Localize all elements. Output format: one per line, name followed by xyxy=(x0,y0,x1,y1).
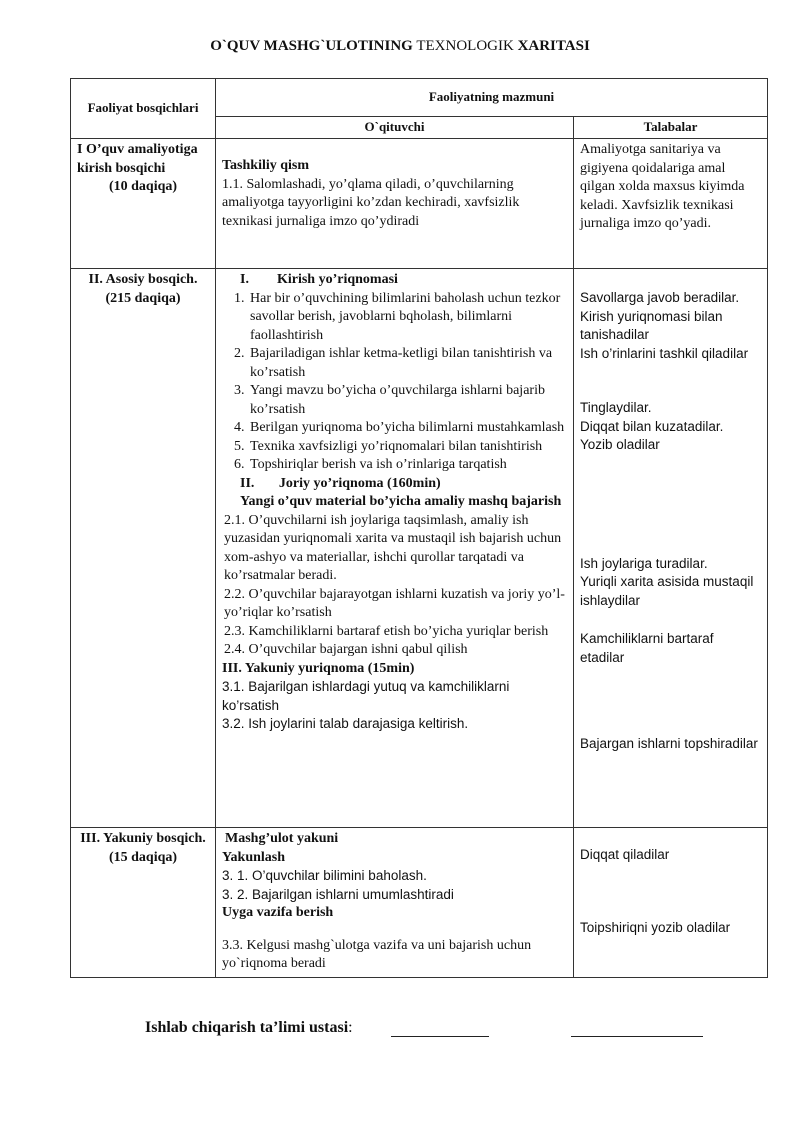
stage-2-name: II. Asosiy bosqich. xyxy=(88,272,198,287)
students-block-3: Tinglaydilar. xyxy=(580,400,652,415)
list-item: 3.1. Bajarilgan ishlardagi yutuq va kamchiliklarni ko’rsatish xyxy=(222,679,510,713)
stage-3-heading-2: Yakunlash xyxy=(222,849,286,865)
stage-3-cell xyxy=(71,828,216,978)
stage-1-students-text: Amaliyotga sanitariya va gigiyena qoidalariga amal qilgan xolda maxsus kiyimda keladi. Xavfsizlik texnikasi jurnaliga imzo qo’yadi. xyxy=(580,142,745,231)
stage-3-time: (15 daqiqa) xyxy=(108,849,178,865)
title-part-3: XARITASI xyxy=(517,38,590,54)
section-3-heading: III. Yakuniy yuriqnoma (15min) xyxy=(222,660,415,676)
stage-3-heading-3: Uyga vazifa berish xyxy=(222,905,334,920)
list-item: 2.2. O’quvchilar bajarayotgan ishlarni kuzatish va joriy yo’l-yo’riqlar ko’rsatish xyxy=(224,586,565,620)
section-2-heading: II. Joriy yo’riqnoma (160min) xyxy=(240,475,441,491)
list-item: 2.3. Kamchiliklarni bartaraf etish bo’yicha yuriqlar berish xyxy=(224,623,549,639)
section-3-list xyxy=(222,678,567,734)
stage-1-name: I O’quv amaliyotiga kirish bosqichi xyxy=(77,142,198,176)
header-content: Faoliyatning mazmuni xyxy=(216,79,768,117)
signature-line-1 xyxy=(391,1036,489,1037)
list-item: 1. Har bir o’quvchining bilimlarini baholash uchun tezkor savollar berish, javoblarni bqholash, bilimlarni faollashtirish xyxy=(248,290,567,346)
header-stages: Faoliyat bosqichlari xyxy=(71,79,216,139)
stage-1-teacher-text: 1.1. Salomlashadi, yo’qlama qiladi, o’quvchilarning amaliyotga tayyorligini ko’zdan kechiradi, xavfsizlik texnikasi jurnaliga imzo qo’ydiradi xyxy=(222,176,520,229)
signature-label-text: Ishlab chiqarish ta’limi ustasi xyxy=(145,1019,349,1036)
students-block-2: Ish o’rinlarini tashkil qiladilar xyxy=(580,345,749,361)
signature-colon: : xyxy=(348,1019,353,1036)
header-teacher: O`qituvchi xyxy=(216,117,574,139)
stage-3-teacher-cell xyxy=(216,828,574,978)
signature-line-2 xyxy=(571,1036,703,1037)
stage-1-students-cell xyxy=(574,139,768,269)
stage-3-students-block-1: Diqqat qiladilar xyxy=(580,847,670,862)
list-item: 2.4. O’quvchilar bajargan ishni qabul qilish xyxy=(224,642,468,657)
section-2-subheading: Yangi o’quv material bo’yicha amaliy mashq bajarish xyxy=(240,494,562,509)
list-item: 2.1. O’quvchilarni ish joylariga taqsimlash, amaliy ish yuzasidan yuriqnomali xarita va mustaqil ish bajarish uchun xom-ashyo va materiallar, ishchi qurollar tarqatadi va ko’rsatmalar beradi. xyxy=(224,512,562,583)
students-block-8: Kamchiliklarni bartaraf etadilar xyxy=(580,631,714,665)
stage-1-teacher-heading: Tashkiliy qism xyxy=(222,158,310,173)
stage-3-students-block-2: Toipshiriqni yozib oladilar xyxy=(580,919,731,935)
stage-2-teacher-cell xyxy=(216,269,574,828)
stage-2-time: (215 daqiqa) xyxy=(105,290,181,306)
header-students: Talabalar xyxy=(574,117,768,139)
list-item: 2. Bajariladigan ishlar ketma-ketligi bilan tanishtirish va ko’rsatish xyxy=(248,345,567,382)
technology-map-table xyxy=(70,78,768,978)
list-item: 5. Texnika xavfsizligi yo’riqnomalari bilan tanishtirish xyxy=(248,438,567,457)
students-block-7: Yuriqli xarita asisida mustaqil ishlaydilar xyxy=(580,574,754,608)
list-item: 3.2. Ish joylarini talab darajasiga keltirish. xyxy=(222,716,469,731)
students-block-5: Yozib oladilar xyxy=(580,437,660,452)
students-block-6: Ish joylariga turadilar. xyxy=(580,555,708,571)
stage-1-time: (10 daqiqa) xyxy=(108,179,178,194)
stage-1-teacher-cell xyxy=(216,139,574,269)
list-item: 3. Yangi mavzu bo’yicha o’quvchilarga ishlarni bajarib ko’rsatish xyxy=(248,382,567,419)
list-item: 4. Berilgan yuriqnoma bo’yicha bilimlarni mustahkamlash xyxy=(248,419,567,438)
stage-3-students-cell xyxy=(574,828,768,978)
stage-2-students-cell xyxy=(574,269,768,828)
stage-3-name: III. Yakuniy bosqich. xyxy=(80,831,206,846)
students-block-4: Diqqat bilan kuzatadilar. xyxy=(580,418,724,434)
stage-1-cell xyxy=(71,139,216,269)
students-block-1: Savollarga javob beradilar. Kirish yuriqnomasi bilan tanishadilar xyxy=(580,290,740,342)
document-title xyxy=(0,38,800,55)
stage-3-item-1: 3. 1. O’quvchilar bilimini baholash. xyxy=(222,868,427,883)
section-2-list xyxy=(222,512,567,660)
stage-3-item-3: 3.3. Kelgusi mashg`ulotga vazifa va uni bajarish uchun yo`riqnoma beradi xyxy=(222,937,532,971)
signature-label xyxy=(145,1019,353,1037)
list-item: 6. Topshiriqlar berish va ish o’rinlariga tarqatish xyxy=(248,456,567,475)
students-block-9: Bajargan ishlarni topshiradilar xyxy=(580,736,758,751)
stage-3-heading-1: Mashg’ulot yakuni xyxy=(225,831,339,846)
title-part-2: TEXNOLOGIK xyxy=(416,38,514,54)
section-1-heading: I. Kirish yo’riqnomasi xyxy=(240,272,398,287)
stage-3-item-2: 3. 2. Bajarilgan ishlarni umumlashtiradi xyxy=(222,886,454,902)
title-part-1: O`QUV MASHG`ULOTINING xyxy=(210,38,413,54)
section-1-list xyxy=(222,290,567,475)
stage-2-cell xyxy=(71,269,216,828)
